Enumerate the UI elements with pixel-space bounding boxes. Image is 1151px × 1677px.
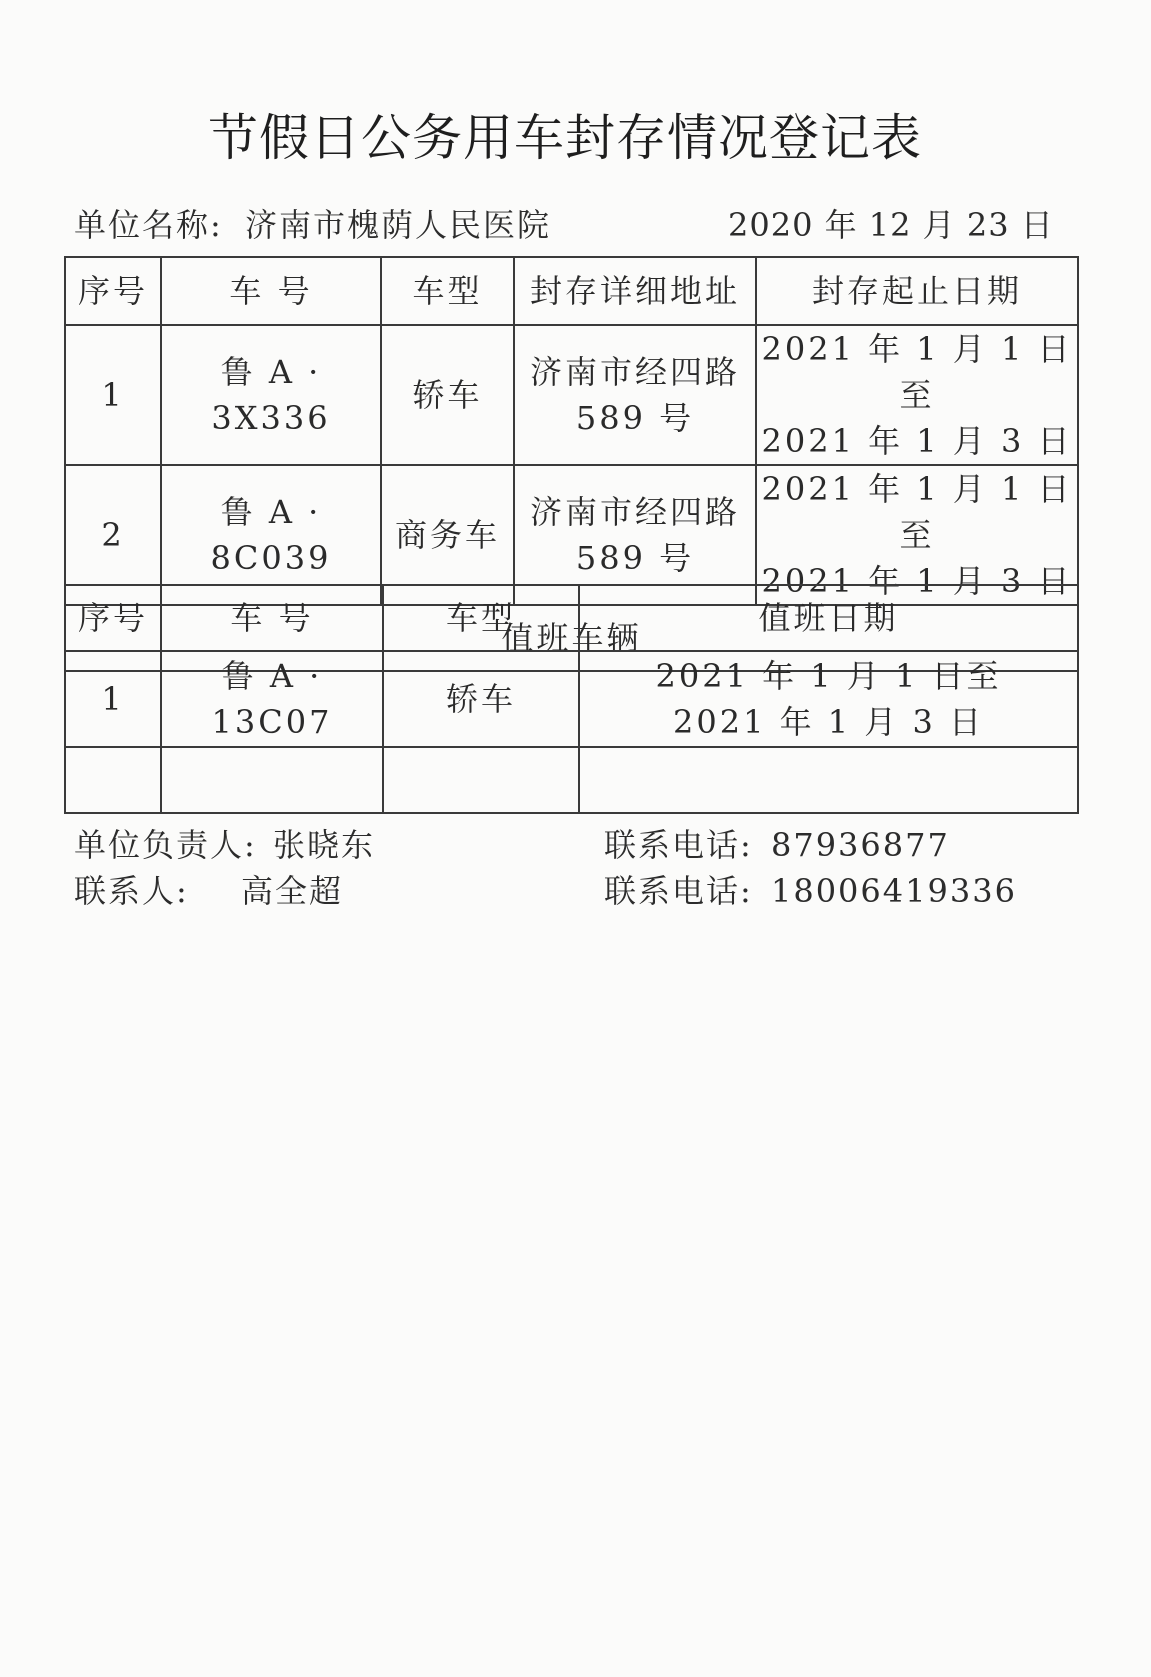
- row-period: [756, 325, 1078, 465]
- sealed-header-row: [65, 257, 1078, 325]
- address-line: 济南市经四路: [529, 493, 740, 531]
- period-line: 2021 年 1 月 3 日: [672, 703, 985, 741]
- contact-label: 联系人:: [74, 872, 189, 910]
- period-line: 2021 年 1 月 3 日: [761, 422, 1073, 460]
- header-seq: 序号: [65, 257, 161, 325]
- period-line: 2021 年 1 月 1 日至: [655, 657, 1002, 695]
- empty-cell: [65, 747, 161, 813]
- period-line: 2021 年 1 月 1 日至: [761, 470, 1073, 554]
- document-title: 节假日公务用车封存情况登记表: [208, 109, 922, 167]
- form-date: 2020 年 12 月 23 日: [728, 206, 1054, 244]
- leader-phone-line: [604, 820, 950, 866]
- row-type: 商务车: [381, 465, 514, 605]
- unit-label: 单位名称:: [74, 206, 223, 244]
- address-line: 589 号: [575, 539, 695, 577]
- row-plate: 鲁 A · 8C039: [161, 465, 381, 605]
- empty-row: [65, 747, 1078, 813]
- duty-vehicle-table: [64, 584, 1079, 814]
- leader-name: 张晓东: [272, 826, 375, 864]
- duty-section-title: 值班车辆: [65, 605, 1078, 671]
- contact-name: 高全超: [240, 872, 343, 910]
- row-seq: 1: [65, 325, 161, 465]
- row-seq: 2: [65, 465, 161, 605]
- row-type: 轿车: [383, 651, 579, 747]
- header-duty-date: 值班日期: [579, 585, 1078, 651]
- row-seq: 1: [65, 651, 161, 747]
- header-type: 车型: [383, 585, 579, 651]
- empty-cell: [383, 747, 579, 813]
- row-plate: 鲁 A · 13C07: [161, 651, 383, 747]
- unit-name-line: [74, 200, 551, 246]
- empty-cell: [161, 747, 383, 813]
- row-plate: 鲁 A · 3X336: [161, 325, 381, 465]
- address-line: 589 号: [575, 399, 695, 437]
- empty-cell: [579, 747, 1078, 813]
- leader-phone: 87936877: [770, 826, 950, 864]
- row-address: [514, 325, 756, 465]
- address-line: 济南市经四路: [529, 353, 740, 391]
- row-period: [579, 651, 1078, 747]
- header-period: 封存起止日期: [756, 257, 1078, 325]
- row-type: 轿车: [381, 325, 514, 465]
- header-seq: 序号: [65, 585, 161, 651]
- leader-phone-label: 联系电话:: [604, 826, 753, 864]
- header-plate: 车 号: [161, 257, 381, 325]
- header-type: 车型: [381, 257, 514, 325]
- period-line: 2021 年 1 月 1 日至: [761, 330, 1073, 414]
- sealed-row: [65, 325, 1078, 465]
- leader-label: 单位负责人:: [74, 826, 257, 864]
- contact-phone: 18006419336: [770, 872, 1017, 910]
- contact-phone-line: [604, 866, 1017, 912]
- contact-line: [74, 866, 343, 912]
- duty-row: [65, 651, 1078, 747]
- duty-header-row: [65, 585, 1078, 651]
- period-line: 2021 年 1 月 3 日: [761, 562, 1073, 600]
- header-plate: 车 号: [161, 585, 383, 651]
- header-address: 封存详细地址: [514, 257, 756, 325]
- contact-phone-label: 联系电话:: [604, 872, 753, 910]
- leader-line: [74, 820, 375, 866]
- unit-name: 济南市槐荫人民医院: [244, 206, 551, 244]
